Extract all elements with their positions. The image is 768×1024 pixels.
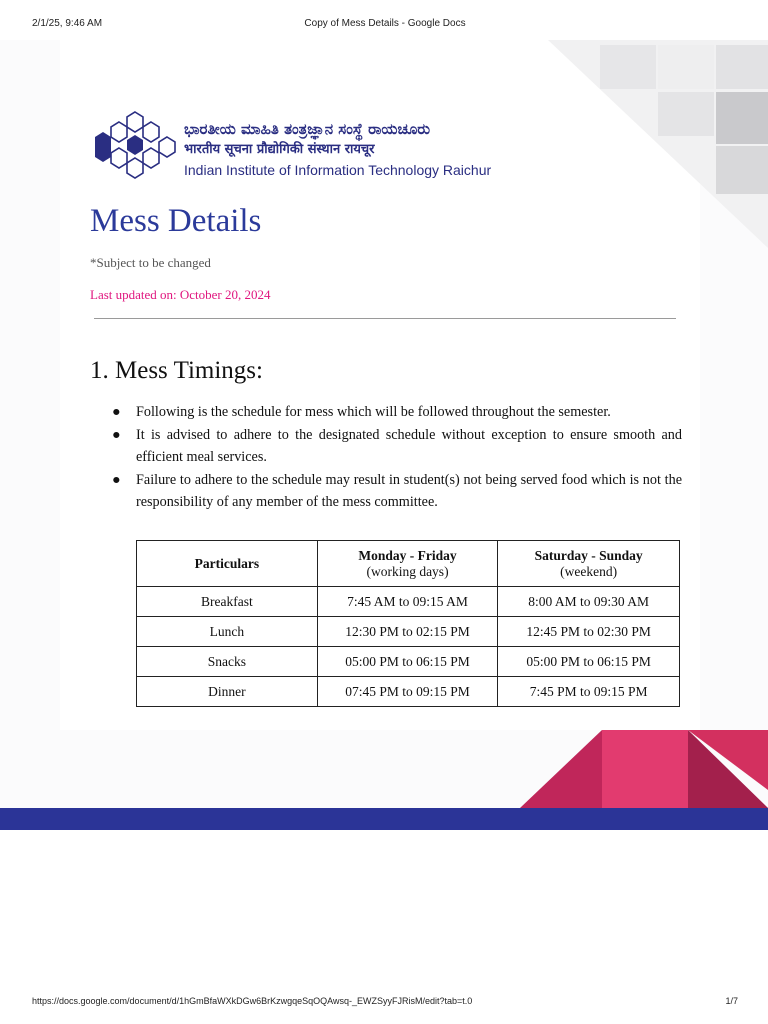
bullet-dot-icon: ● <box>112 426 121 443</box>
column-header-label: Saturday - Sunday <box>534 547 643 563</box>
bullet-text: It is advised to adhere to the designated schedule without exception to ensure smooth and efficient meal services. <box>136 426 682 465</box>
table-row <box>137 647 680 677</box>
print-footer <box>32 996 738 1010</box>
bullet-list <box>112 401 682 514</box>
table-cell-meal: Breakfast <box>137 587 318 617</box>
table-header-row <box>137 541 680 587</box>
column-header-label: Particulars <box>194 555 260 571</box>
table-cell-weekend-time: 7:45 PM to 09:15 PM <box>498 677 680 707</box>
print-doc-title: Copy of Mess Details - Google Docs <box>304 18 466 29</box>
column-header-sublabel: (working days) <box>366 563 449 579</box>
table-cell-weekday-time: 12:30 PM to 02:15 PM <box>317 617 498 647</box>
table-row <box>137 617 680 647</box>
column-header-sublabel: (weekend) <box>560 563 618 579</box>
print-page-number: 1/7 <box>725 996 738 1006</box>
table-cell-weekday-time: 05:00 PM to 06:15 PM <box>317 647 498 677</box>
column-header-particulars <box>137 541 318 587</box>
table-row <box>137 677 680 707</box>
table-cell-weekend-time: 12:45 PM to 02:30 PM <box>498 617 680 647</box>
section-heading-mess-timings: 1. Mess Timings: <box>90 357 263 384</box>
bullet-dot-icon: ● <box>112 471 121 488</box>
bullet-text: Failure to adhere to the schedule may result in student(s) not being served food which is not the responsibility of any member of the mess committee. <box>136 471 682 510</box>
list-item <box>112 424 682 469</box>
table-cell-weekday-time: 07:45 PM to 09:15 PM <box>317 677 498 707</box>
mess-timings-table <box>136 540 680 707</box>
last-updated-text: Last updated on: October 20, 2024 <box>90 287 271 302</box>
column-header-weekdays <box>317 541 498 587</box>
bullet-dot-icon: ● <box>112 404 121 420</box>
table-cell-weekday-time: 7:45 AM to 09:15 AM <box>317 587 498 617</box>
list-item <box>112 469 682 514</box>
table-cell-meal: Dinner <box>137 677 318 707</box>
column-header-label: Monday - Friday <box>358 547 457 563</box>
table-cell-meal: Snacks <box>137 647 318 677</box>
column-header-weekend <box>498 541 680 587</box>
page-title: Mess Details <box>90 203 262 239</box>
table-cell-weekend-time: 05:00 PM to 06:15 PM <box>498 647 680 677</box>
logo-text-block <box>184 108 491 180</box>
iiit-raichur-logo <box>92 108 512 184</box>
list-item <box>112 401 682 424</box>
print-url: https://docs.google.com/document/d/1hGmBfaWXkDGw6BrKzwgqeSqOQAwsq-_EWZSyyFJRisM/edit?tab=t.0 <box>32 996 473 1006</box>
table-row <box>137 587 680 617</box>
subject-note: *Subject to be changed <box>90 255 211 270</box>
bullet-text: Following is the schedule for mess which will be followed throughout the semester. <box>136 404 611 420</box>
logo-hindi-name: भारतीय सूचना प्रौद्योगिकी संस्थान रायचूर <box>184 142 375 157</box>
print-datetime: 2/1/25, 9:46 AM <box>32 18 103 29</box>
logo-english-name: Indian Institute of Information Technology Raichur <box>184 162 492 178</box>
table-cell-meal: Lunch <box>137 617 318 647</box>
hexagon-emblem-icon <box>92 108 178 182</box>
horizontal-divider <box>94 318 676 319</box>
table-cell-weekend-time: 8:00 AM to 09:30 AM <box>498 587 680 617</box>
logo-kannada-name: ಭಾರತೀಯ ಮಾಹಿತಿ ತಂತ್ರಜ್ಞಾನ ಸಂಸ್ಥೆ ರಾಯಚೂರು <box>184 120 430 138</box>
